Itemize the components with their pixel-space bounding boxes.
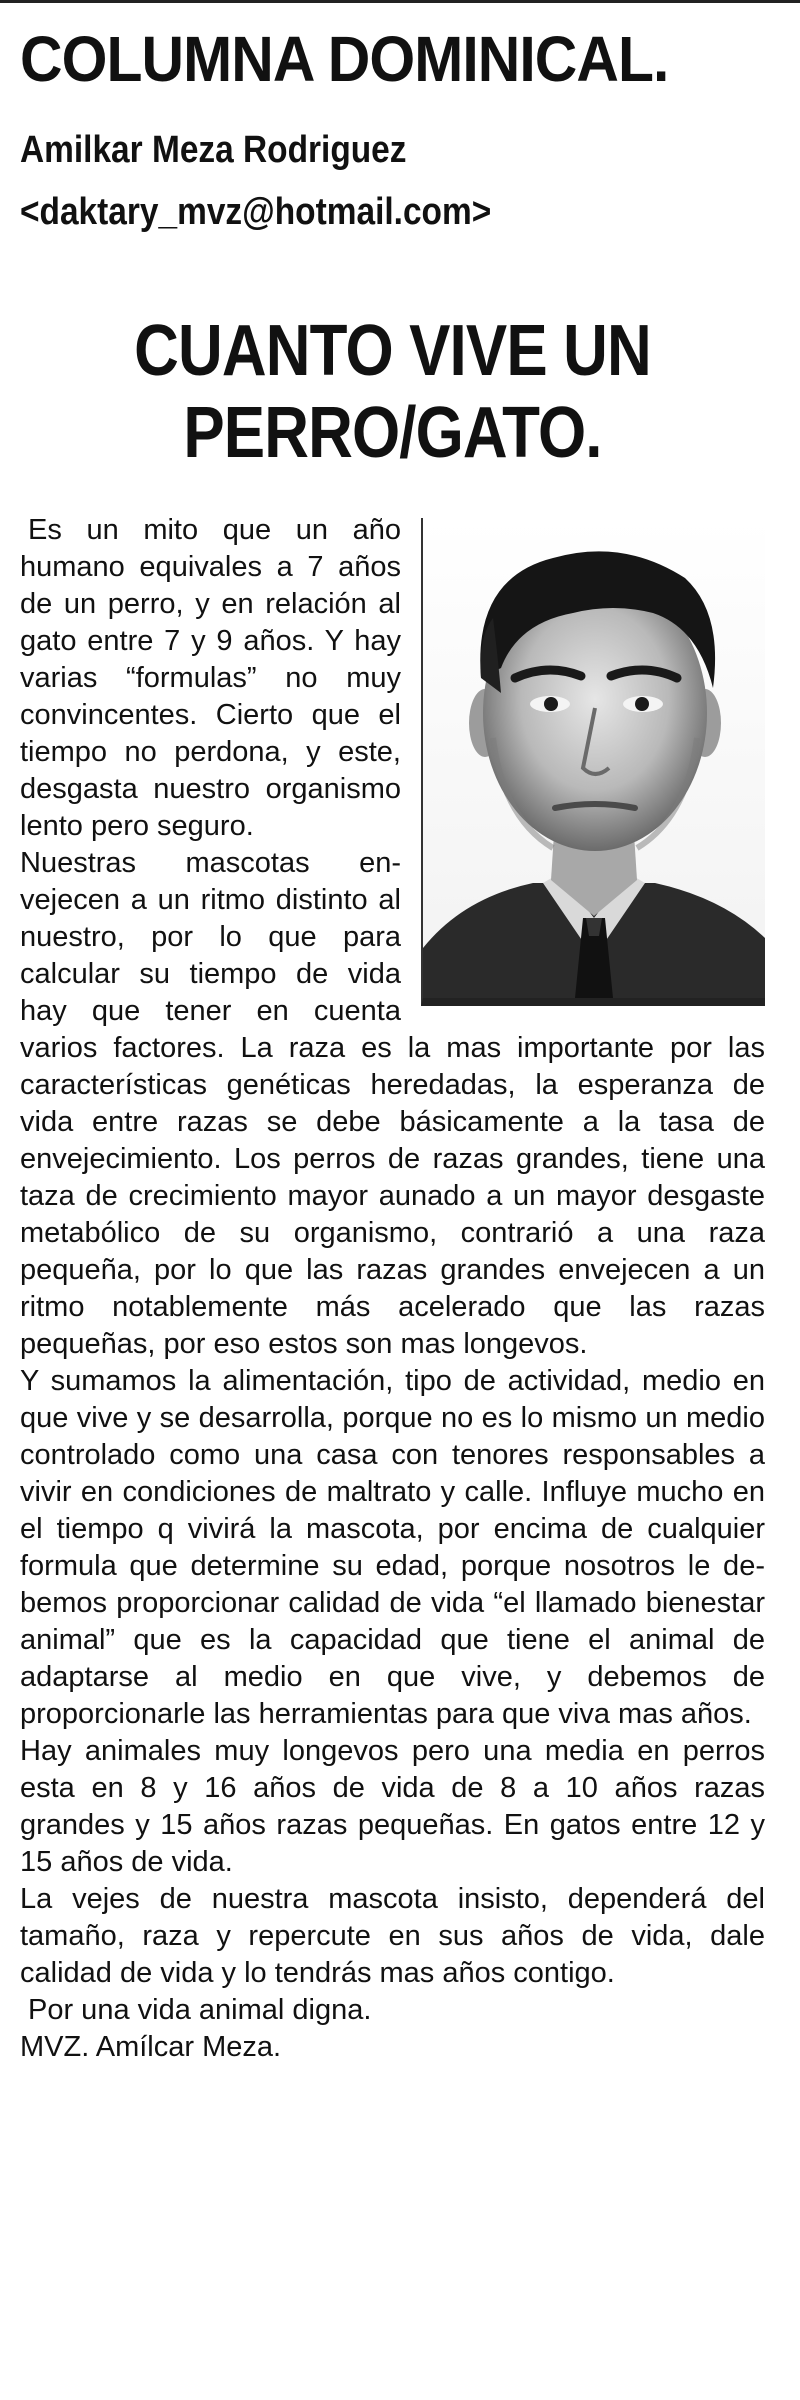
signoff-line-1: Por una vida animal digna. [28, 1994, 372, 2026]
author-photo [421, 518, 765, 1006]
signoff-line-2: MVZ. Amílcar Meza. [20, 2031, 282, 2063]
article-headline [72, 310, 713, 474]
portrait-image [423, 518, 765, 998]
article-body [20, 512, 765, 2066]
paragraph-2: Nuestras mascotas envejecen a un ritmo distinto al nuestro, por lo que para calcular su tiempo de vida hay que tener en cuenta varios factores. La raza es la mas importante por las características genéticas heredadas, la esperanza de vida entre razas se debe básicamente a la tasa de envejecimiento. Los perros de razas grandes, tiene una taza de crecimiento mayor aunado a un mayor desgaste metabólico de su organismo, contrarió a una raza pequeña, por lo que las razas grandes envejecen a un ritmo notablemente más acelerado que las razas pequeñas, por eso estos son mas longevos. [20, 847, 765, 1360]
column-title: COLUMNA DOMINICAL. [20, 23, 669, 95]
headline-line-1: CUANTO VIVE UN [134, 311, 651, 391]
paragraph-3: Y sumamos la alimentación, tipo de actividad, medio en que vive y se desarrolla, porque no es lo mismo un medio controlado como una casa con tenores responsables a vivir en condiciones de maltrato y calle. Influye mucho en el tiempo q vivirá la mascota, por encima de cualquier formula que determine su edad, porque nosotros le debemos proporcionar calidad de vida “el llamado bienestar animal” que es la capacidad que tiene el animal de adaptarse al medio en que vive, y debemos de proporcionarle las herramientas para que viva mas años. [20, 1365, 765, 1730]
paragraph-5: La vejes de nuestra mascota insisto, dependerá del tamaño, raza y repercute en sus años de vida, dale calidad de vida y lo tendrás mas años contigo. [20, 1883, 765, 1989]
paragraph-1: Es un mito que un año humano equivales a 7 años de un perro, y en relación al gato entre 7 y 9 años. Y hay varias “formulas” no muy convincentes. Cierto que el tiempo no perdona, y este, desgasta nuestro organismo lento pero seguro. [20, 514, 401, 842]
headline-line-2: PERRO/GATO. [183, 393, 602, 473]
author-name: Amilkar Meza Rodriguez [20, 129, 407, 171]
top-rule [0, 0, 800, 3]
newspaper-column [20, 18, 765, 2066]
author-email: <daktary_mvz@hotmail.com> [20, 191, 492, 233]
paragraph-4: Hay animales muy longevos pero una media en perros esta en 8 y 16 años de vida de 8 a 10 años razas grandes y 15 años razas pequeñas. En gatos entre 12 y 15 años de vida. [20, 1735, 765, 1878]
